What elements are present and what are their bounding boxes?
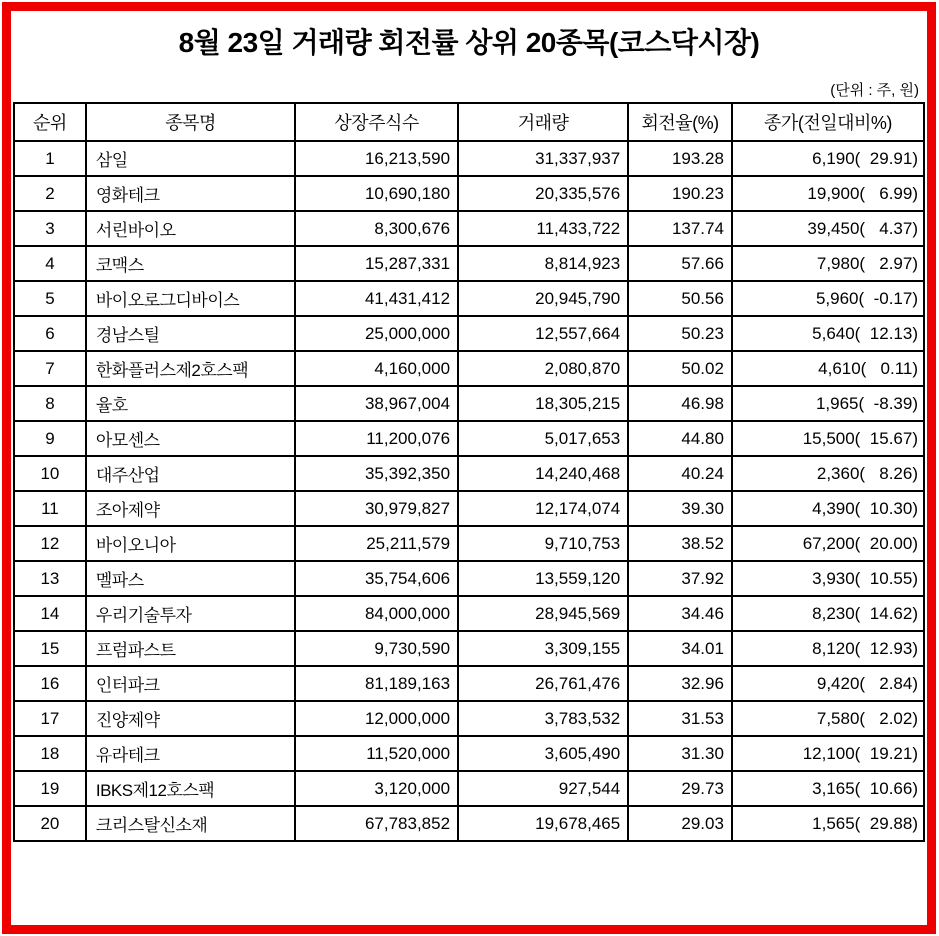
turnover-cell: 193.28 xyxy=(628,141,732,176)
shares-cell: 11,520,000 xyxy=(295,736,458,771)
table-row xyxy=(14,421,924,456)
turnover-cell: 57.66 xyxy=(628,246,732,281)
rank-cell: 11 xyxy=(14,491,86,526)
close-cell: 3,165( 10.66) xyxy=(732,771,924,806)
close-cell: 6,190( 29.91) xyxy=(732,141,924,176)
shares-cell: 15,287,331 xyxy=(295,246,458,281)
rank-cell: 2 xyxy=(14,176,86,211)
table-row xyxy=(14,561,924,596)
shares-cell: 38,967,004 xyxy=(295,386,458,421)
red-frame xyxy=(2,2,936,934)
volume-cell: 3,309,155 xyxy=(458,631,628,666)
close-cell: 5,960( -0.17) xyxy=(732,281,924,316)
volume-cell: 8,814,923 xyxy=(458,246,628,281)
shares-cell: 16,213,590 xyxy=(295,141,458,176)
close-cell: 19,900( 6.99) xyxy=(732,176,924,211)
close-cell: 7,580( 2.02) xyxy=(732,701,924,736)
header-close-price: 종가(전일대비%) xyxy=(732,103,924,141)
shares-cell: 9,730,590 xyxy=(295,631,458,666)
table-row xyxy=(14,316,924,351)
turnover-cell: 38.52 xyxy=(628,526,732,561)
close-cell: 15,500( 15.67) xyxy=(732,421,924,456)
volume-cell: 3,605,490 xyxy=(458,736,628,771)
turnover-rank-table xyxy=(13,102,925,842)
stock-name-cell: 아모센스 xyxy=(86,421,295,456)
table-row xyxy=(14,806,924,841)
volume-cell: 12,174,074 xyxy=(458,491,628,526)
turnover-cell: 39.30 xyxy=(628,491,732,526)
shares-cell: 25,000,000 xyxy=(295,316,458,351)
turnover-cell: 34.01 xyxy=(628,631,732,666)
rank-cell: 10 xyxy=(14,456,86,491)
volume-cell: 12,557,664 xyxy=(458,316,628,351)
header-turnover: 회전율(%) xyxy=(628,103,732,141)
header-listed-shares: 상장주식수 xyxy=(295,103,458,141)
stock-name-cell: 프럼파스트 xyxy=(86,631,295,666)
close-cell: 7,980( 2.97) xyxy=(732,246,924,281)
turnover-cell: 50.23 xyxy=(628,316,732,351)
turnover-cell: 44.80 xyxy=(628,421,732,456)
rank-cell: 1 xyxy=(14,141,86,176)
shares-cell: 30,979,827 xyxy=(295,491,458,526)
stock-name-cell: 한화플러스제2호스팩 xyxy=(86,351,295,386)
stock-name-cell: 조아제약 xyxy=(86,491,295,526)
close-cell: 1,965( -8.39) xyxy=(732,386,924,421)
rank-cell: 6 xyxy=(14,316,86,351)
shares-cell: 35,754,606 xyxy=(295,561,458,596)
table-row xyxy=(14,246,924,281)
rank-cell: 18 xyxy=(14,736,86,771)
volume-cell: 20,335,576 xyxy=(458,176,628,211)
turnover-cell: 137.74 xyxy=(628,211,732,246)
shares-cell: 41,431,412 xyxy=(295,281,458,316)
stock-name-cell: 우리기술투자 xyxy=(86,596,295,631)
close-cell: 39,450( 4.37) xyxy=(732,211,924,246)
shares-cell: 3,120,000 xyxy=(295,771,458,806)
volume-cell: 19,678,465 xyxy=(458,806,628,841)
table-row xyxy=(14,596,924,631)
shares-cell: 67,783,852 xyxy=(295,806,458,841)
turnover-cell: 50.56 xyxy=(628,281,732,316)
table-row xyxy=(14,456,924,491)
rank-cell: 13 xyxy=(14,561,86,596)
stock-name-cell: 코맥스 xyxy=(86,246,295,281)
stock-name-cell: 영화테크 xyxy=(86,176,295,211)
rank-cell: 9 xyxy=(14,421,86,456)
close-cell: 67,200( 20.00) xyxy=(732,526,924,561)
turnover-cell: 37.92 xyxy=(628,561,732,596)
volume-cell: 927,544 xyxy=(458,771,628,806)
close-cell: 4,390( 10.30) xyxy=(732,491,924,526)
close-cell: 3,930( 10.55) xyxy=(732,561,924,596)
turnover-cell: 50.02 xyxy=(628,351,732,386)
rank-cell: 5 xyxy=(14,281,86,316)
shares-cell: 10,690,180 xyxy=(295,176,458,211)
volume-cell: 11,433,722 xyxy=(458,211,628,246)
rank-cell: 20 xyxy=(14,806,86,841)
close-cell: 12,100( 19.21) xyxy=(732,736,924,771)
rank-cell: 8 xyxy=(14,386,86,421)
unit-note: (단위 : 주, 원) xyxy=(830,82,919,99)
stock-name-cell: 서린바이오 xyxy=(86,211,295,246)
volume-cell: 2,080,870 xyxy=(458,351,628,386)
stock-name-cell: 율호 xyxy=(86,386,295,421)
stock-name-cell: 바이오니아 xyxy=(86,526,295,561)
table-row xyxy=(14,666,924,701)
stock-name-cell: 진양제약 xyxy=(86,701,295,736)
shares-cell: 25,211,579 xyxy=(295,526,458,561)
turnover-cell: 29.73 xyxy=(628,771,732,806)
turnover-cell: 32.96 xyxy=(628,666,732,701)
table-row xyxy=(14,631,924,666)
volume-cell: 9,710,753 xyxy=(458,526,628,561)
turnover-cell: 40.24 xyxy=(628,456,732,491)
header-rank: 순위 xyxy=(14,103,86,141)
table-row xyxy=(14,526,924,561)
table-row xyxy=(14,386,924,421)
stock-name-cell: 바이오로그디바이스 xyxy=(86,281,295,316)
rank-cell: 14 xyxy=(14,596,86,631)
header-row xyxy=(14,103,924,141)
stock-name-cell: 유라테크 xyxy=(86,736,295,771)
stock-name-cell: IBKS제12호스팩 xyxy=(86,771,295,806)
rank-cell: 4 xyxy=(14,246,86,281)
page-title: 8월 23일 거래량 회전률 상위 20종목(코스닥시장) xyxy=(178,27,760,58)
turnover-cell: 190.23 xyxy=(628,176,732,211)
turnover-cell: 29.03 xyxy=(628,806,732,841)
rank-cell: 16 xyxy=(14,666,86,701)
table-row xyxy=(14,211,924,246)
shares-cell: 35,392,350 xyxy=(295,456,458,491)
rank-cell: 3 xyxy=(14,211,86,246)
table-row xyxy=(14,351,924,386)
turnover-cell: 31.53 xyxy=(628,701,732,736)
shares-cell: 11,200,076 xyxy=(295,421,458,456)
shares-cell: 8,300,676 xyxy=(295,211,458,246)
close-cell: 9,420( 2.84) xyxy=(732,666,924,701)
turnover-cell: 34.46 xyxy=(628,596,732,631)
table-row xyxy=(14,771,924,806)
volume-cell: 13,559,120 xyxy=(458,561,628,596)
table-row xyxy=(14,281,924,316)
table-row xyxy=(14,736,924,771)
header-stock-name: 종목명 xyxy=(86,103,295,141)
close-cell: 1,565( 29.88) xyxy=(732,806,924,841)
rank-cell: 19 xyxy=(14,771,86,806)
rank-cell: 12 xyxy=(14,526,86,561)
close-cell: 5,640( 12.13) xyxy=(732,316,924,351)
shares-cell: 4,160,000 xyxy=(295,351,458,386)
turnover-cell: 31.30 xyxy=(628,736,732,771)
shares-cell: 84,000,000 xyxy=(295,596,458,631)
stock-name-cell: 경남스틸 xyxy=(86,316,295,351)
stock-name-cell: 크리스탈신소재 xyxy=(86,806,295,841)
volume-cell: 26,761,476 xyxy=(458,666,628,701)
volume-cell: 28,945,569 xyxy=(458,596,628,631)
rank-cell: 15 xyxy=(14,631,86,666)
volume-cell: 3,783,532 xyxy=(458,701,628,736)
volume-cell: 31,337,937 xyxy=(458,141,628,176)
shares-cell: 12,000,000 xyxy=(295,701,458,736)
close-cell: 8,230( 14.62) xyxy=(732,596,924,631)
close-cell: 2,360( 8.26) xyxy=(732,456,924,491)
volume-cell: 18,305,215 xyxy=(458,386,628,421)
header-volume: 거래량 xyxy=(458,103,628,141)
rank-cell: 17 xyxy=(14,701,86,736)
table-row xyxy=(14,491,924,526)
stock-name-cell: 대주산업 xyxy=(86,456,295,491)
table-row xyxy=(14,701,924,736)
stock-name-cell: 삼일 xyxy=(86,141,295,176)
stock-name-cell: 인터파크 xyxy=(86,666,295,701)
volume-cell: 20,945,790 xyxy=(458,281,628,316)
rank-cell: 7 xyxy=(14,351,86,386)
shares-cell: 81,189,163 xyxy=(295,666,458,701)
volume-cell: 14,240,468 xyxy=(458,456,628,491)
volume-cell: 5,017,653 xyxy=(458,421,628,456)
table-row xyxy=(14,141,924,176)
close-cell: 8,120( 12.93) xyxy=(732,631,924,666)
table-row xyxy=(14,176,924,211)
turnover-cell: 46.98 xyxy=(628,386,732,421)
close-cell: 4,610( 0.11) xyxy=(732,351,924,386)
stock-name-cell: 멜파스 xyxy=(86,561,295,596)
